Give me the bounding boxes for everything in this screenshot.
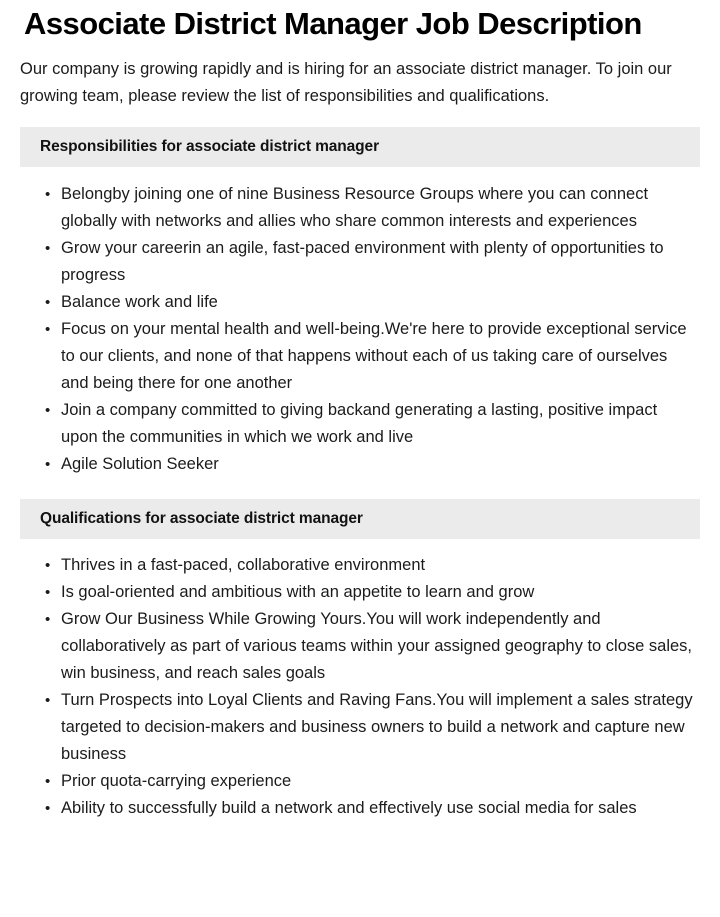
- page-title: Associate District Manager Job Description: [24, 6, 642, 41]
- section-heading-text: Responsibilities for associate district manager: [40, 137, 379, 155]
- section-header-responsibilities: [20, 127, 700, 167]
- list-item: • Join a company committed to giving backand generating a lasting, positive impact upon the communities in which we work and live: [45, 397, 696, 451]
- list-item: • Grow Our Business While Growing Yours.You will work independently and collaboratively as part of various teams within your assigned geography to close sales, win business, and reach sales goals: [45, 606, 696, 687]
- list-item: • Ability to successfully build a network and effectively use social media for sales: [45, 795, 696, 822]
- section-header-qualifications: [20, 499, 700, 539]
- list-item: • Grow your careerin an agile, fast-paced environment with plenty of opportunities to progress: [45, 235, 696, 289]
- qualifications-list: [0, 539, 720, 822]
- list-item: • Focus on your mental health and well-being.We're here to provide exceptional service to our clients, and none of that happens without each of us taking care of ourselves and being there for one another: [45, 316, 696, 397]
- list-item: • Balance work and life: [45, 289, 696, 316]
- list-item: • Turn Prospects into Loyal Clients and Raving Fans.You will implement a sales strategy targeted to decision-makers and business owners to build a network and capture new business: [45, 687, 696, 768]
- list-item: • Thrives in a fast-paced, collaborative environment: [45, 552, 696, 579]
- list-item: • Is goal-oriented and ambitious with an appetite to learn and grow: [45, 579, 696, 606]
- section-responsibilities: [0, 127, 720, 478]
- intro-paragraph: Our company is growing rapidly and is hiring for an associate district manager. To join our growing team, please review the list of responsibilities and qualifications.: [20, 59, 672, 105]
- list-item: • Prior quota-carrying experience: [45, 768, 696, 795]
- section-heading-text: Qualifications for associate district manager: [40, 509, 363, 527]
- responsibilities-list: [0, 167, 720, 478]
- list-item: • Belongby joining one of nine Business Resource Groups where you can connect globally with networks and allies who share common interests and experiences: [45, 181, 696, 235]
- list-item: • Agile Solution Seeker: [45, 451, 696, 478]
- section-qualifications: [0, 499, 720, 822]
